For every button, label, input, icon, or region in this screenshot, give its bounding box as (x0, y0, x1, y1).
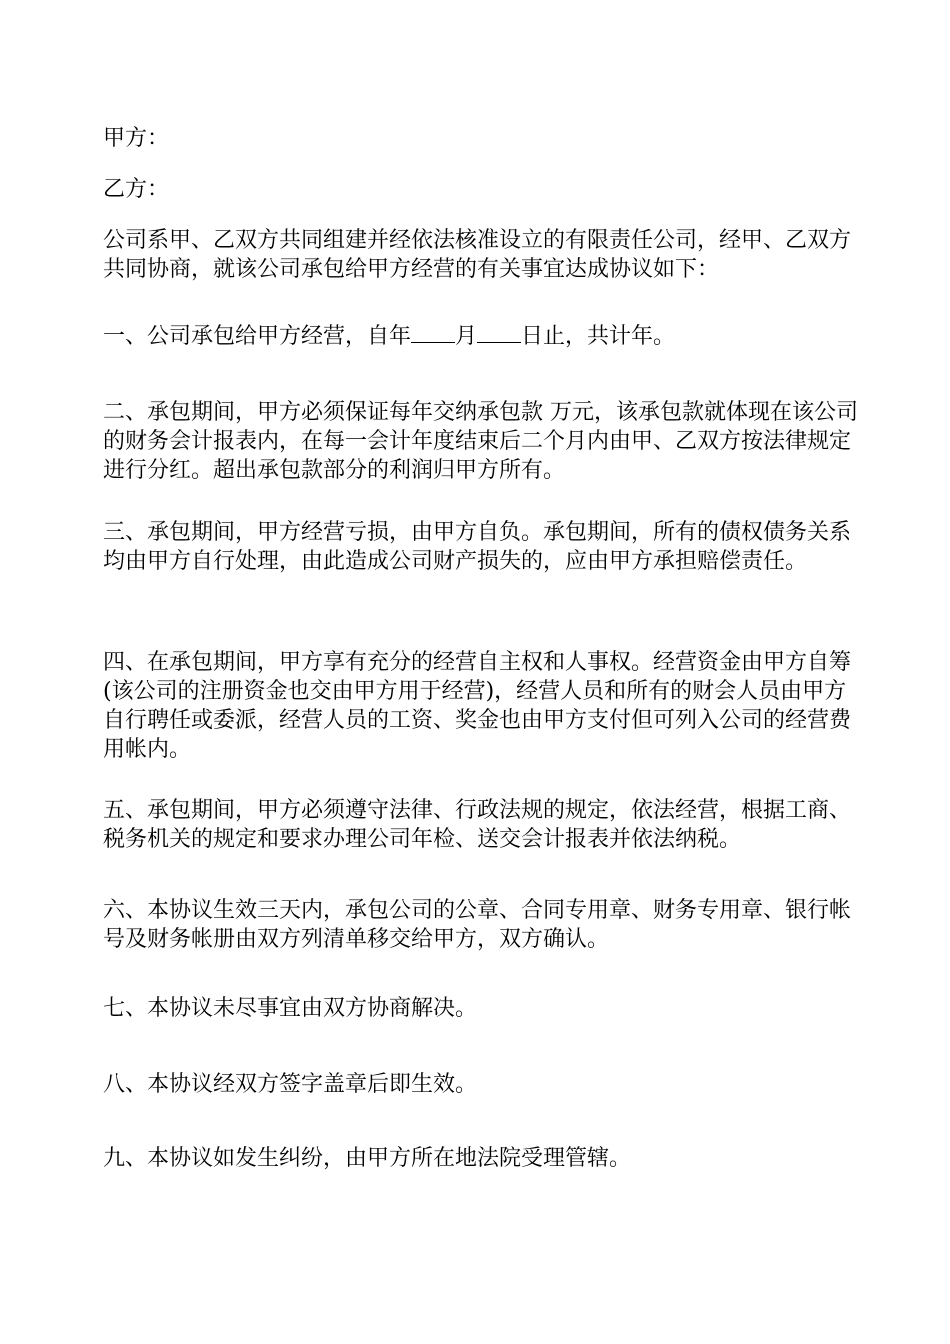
clause-2: 二、承包期间，甲方必须保证每年交纳承包款 万元，该承包款就体现在该公司的财务会计报表内，在每一会计年度结束后二个月内由甲、乙双方按法律规定进行分红。超出承包款部分的利润归甲方所有。 (103, 400, 858, 483)
clause-6: 六、本协议生效三天内，承包公司的公章、合同专用章、财务专用章、银行帐号及财务帐册由双方列清单移交给甲方，双方确认。 (103, 898, 852, 952)
party-b-label: 乙方： (103, 177, 170, 202)
intro-paragraph: 公司系甲、乙双方共同组建并经依法核准设立的有限责任公司，经甲、乙双方共同协商，就该公司承包给甲方经营的有关事宜达成协议如下： (103, 228, 852, 282)
clause-4: 四、在承包期间，甲方享有充分的经营自主权和人事权。经营资金由甲方自筹(该公司的注册资金也交由甲方用于经营)，经营人员和所有的财会人员由甲方自行聘任或委派，经营人员的工资、奖金也由甲方支付但可列入公司的经营费用帐内。 (103, 650, 852, 762)
clause-1-part-3: 日止，共计年。 (521, 324, 676, 349)
clause-5: 五、承包期间，甲方必须遵守法律、行政法规的规定，依法经营，根据工商、税务机关的规定和要求办理公司年检、送交会计报表并依法纳税。 (103, 798, 852, 852)
clause-1 (103, 322, 863, 351)
clause-9: 九、本协议如发生纠纷，由甲方所在地法院受理管辖。 (103, 1146, 632, 1171)
clause-8: 八、本协议经双方签字盖章后即生效。 (103, 1072, 478, 1097)
clause-1-part-2: 月 (455, 324, 478, 349)
clause-1-part-1: 一、公司承包给甲方经营，自年 (103, 324, 412, 349)
clause-3: 三、承包期间，甲方经营亏损，由甲方自负。承包期间，所有的债权债务关系均由甲方自行处理，由此造成公司财产损失的，应由甲方承担赔偿责任。 (103, 520, 852, 574)
clause-7: 七、本协议未尽事宜由双方协商解决。 (103, 996, 478, 1021)
blank-line (411, 324, 455, 343)
blank-line (477, 324, 521, 343)
party-a-label: 甲方： (103, 126, 170, 151)
